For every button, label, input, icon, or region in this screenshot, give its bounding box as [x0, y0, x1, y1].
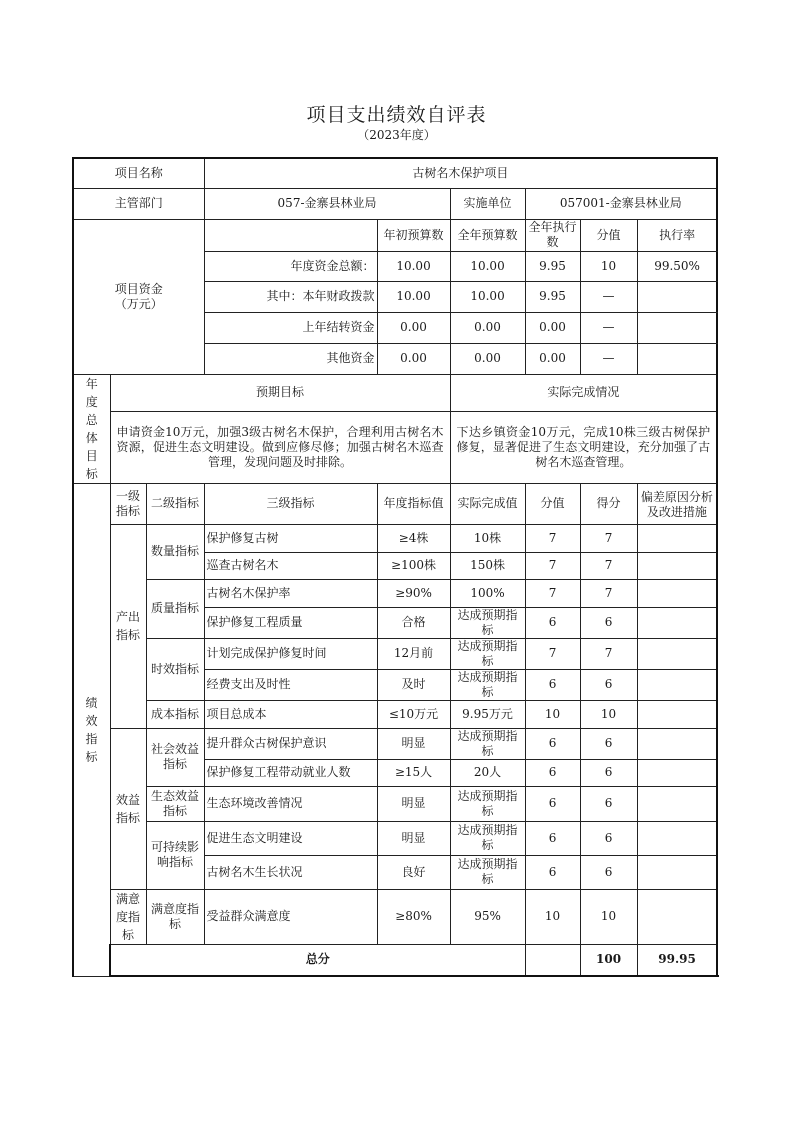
goals-expected-label: 预期目标 [110, 374, 450, 412]
perf-row-l3: 保护修复工程质量 [204, 607, 377, 638]
perf-row-actual: 95% [450, 889, 525, 944]
page-title: 项目支出绩效自评表 [306, 104, 487, 126]
funds-row-annual: 0.00 [450, 312, 525, 343]
perf-row-l3: 保护修复古树 [204, 524, 377, 552]
funds-header-initial: 年初预算数 [377, 219, 450, 251]
perf-row-reason [637, 579, 717, 607]
perf-row-value: 6 [525, 728, 580, 759]
perf-row-target: ≤10万元 [377, 700, 450, 728]
goals-label: 年度总体目标 [73, 374, 110, 483]
perf-l2-cost: 成本指标 [146, 700, 204, 728]
perf-row-target: 明显 [377, 786, 450, 821]
funds-row-annual: 10.00 [450, 251, 525, 281]
perf-row-reason [637, 607, 717, 638]
perf-row-value: 6 [525, 821, 580, 855]
perf-row-value: 6 [525, 759, 580, 786]
perf-l2-sustain: 可持续影响指标 [146, 821, 204, 889]
perf-row-reason [637, 524, 717, 552]
perf-l2-satisfy: 满意度指标 [146, 889, 204, 944]
perf-l2-quantity: 数量指标 [146, 524, 204, 579]
impl-value: 057001-金寨县林业局 [525, 188, 717, 219]
perf-row-actual: 100% [450, 579, 525, 607]
perf-row-actual: 达成预期指标 [450, 728, 525, 759]
perf-header-reason: 偏差原因分析及改进措施 [637, 483, 717, 524]
perf-row-score: 6 [580, 855, 637, 889]
perf-row-target: 合格 [377, 607, 450, 638]
funds-row-value: 10 [580, 251, 637, 281]
funds-row-rate [637, 312, 717, 343]
funds-row-initial: 0.00 [377, 343, 450, 374]
perf-row-score: 6 [580, 786, 637, 821]
goals-expected-text: 申请资金10万元，加强3级古树名木保护，合理利用古树名木资源，促进生态文明建设。做到应修尽修；加强古树名木巡查管理，发现问题及时排除。 [110, 412, 450, 483]
perf-header-target: 年度指标值 [377, 483, 450, 524]
perf-row-target: 明显 [377, 821, 450, 855]
perf-row-value: 6 [525, 607, 580, 638]
perf-l2-quality: 质量指标 [146, 579, 204, 638]
funds-row-exec: 9.95 [525, 251, 580, 281]
perf-row-l3: 项目总成本 [204, 700, 377, 728]
perf-row-target: ≥80% [377, 889, 450, 944]
perf-row-l3: 古树名木生长状况 [204, 855, 377, 889]
perf-row-score: 6 [580, 607, 637, 638]
funds-row-initial: 0.00 [377, 312, 450, 343]
perf-l2-time: 时效指标 [146, 638, 204, 700]
funds-header-value: 分值 [580, 219, 637, 251]
perf-row-value: 6 [525, 855, 580, 889]
perf-row-score: 7 [580, 638, 637, 669]
perf-l1-satisfaction: 满意度指标 [110, 889, 146, 944]
perf-row-value: 10 [525, 700, 580, 728]
perf-row-actual: 150株 [450, 552, 525, 579]
perf-row-target: 及时 [377, 669, 450, 700]
perf-header-actual: 实际完成值 [450, 483, 525, 524]
perf-row-score: 6 [580, 759, 637, 786]
perf-row-value: 7 [525, 552, 580, 579]
perf-l2-eco: 生态效益指标 [146, 786, 204, 821]
perf-header-value: 分值 [525, 483, 580, 524]
perf-row-actual: 达成预期指标 [450, 786, 525, 821]
perf-row-actual: 达成预期指标 [450, 821, 525, 855]
funds-row-exec: 0.00 [525, 343, 580, 374]
perf-row-reason [637, 728, 717, 759]
perf-row-reason [637, 669, 717, 700]
perf-label: 绩效指标 [73, 483, 110, 976]
funds-row-initial: 10.00 [377, 251, 450, 281]
perf-row-l3: 经费支出及时性 [204, 669, 377, 700]
funds-header-blank [204, 219, 377, 251]
impl-label: 实施单位 [450, 188, 525, 219]
perf-row-target: ≥90% [377, 579, 450, 607]
perf-row-actual: 9.95万元 [450, 700, 525, 728]
perf-row-score: 7 [580, 524, 637, 552]
perf-row-l3: 巡查古树名木 [204, 552, 377, 579]
funds-header-exec: 全年执行数 [525, 219, 580, 251]
total-blank [525, 944, 580, 976]
perf-row-target: ≥4株 [377, 524, 450, 552]
funds-row-label: 其中：本年财政拨款 [204, 281, 377, 312]
funds-row-rate [637, 343, 717, 374]
funds-row-label: 上年结转资金 [204, 312, 377, 343]
total-value: 100 [580, 944, 637, 976]
perf-row-l3: 古树名木保护率 [204, 579, 377, 607]
perf-row-actual: 达成预期指标 [450, 855, 525, 889]
perf-row-reason [637, 889, 717, 944]
funds-row-rate: 99.50% [637, 251, 717, 281]
perf-l2-social: 社会效益指标 [146, 728, 204, 786]
perf-row-value: 7 [525, 524, 580, 552]
perf-row-score: 6 [580, 669, 637, 700]
perf-row-reason [637, 855, 717, 889]
perf-row-score: 7 [580, 552, 637, 579]
perf-l1-output: 产出指标 [110, 524, 146, 728]
funds-row-value: — [580, 312, 637, 343]
perf-header-l1: 一级指标 [110, 483, 146, 524]
perf-row-score: 10 [580, 889, 637, 944]
funds-header-annual: 全年预算数 [450, 219, 525, 251]
perf-row-l3: 保护修复工程带动就业人数 [204, 759, 377, 786]
perf-row-actual: 20人 [450, 759, 525, 786]
dept-label: 主管部门 [73, 188, 204, 219]
funds-row-label: 年度资金总额： [204, 251, 377, 281]
perf-row-value: 7 [525, 638, 580, 669]
funds-label: 项目资金（万元） [73, 219, 204, 374]
goals-actual-text: 下达乡镇资金10万元，完成10株三级古树保护修复，显著促进了生态文明建设，充分加强了古树名木巡查管理。 [450, 412, 717, 483]
perf-row-reason [637, 700, 717, 728]
funds-row-exec: 9.95 [525, 281, 580, 312]
perf-row-value: 7 [525, 579, 580, 607]
perf-row-score: 7 [580, 579, 637, 607]
perf-row-reason [637, 552, 717, 579]
report-year: （2023年度） [357, 128, 436, 142]
perf-row-score: 6 [580, 821, 637, 855]
perf-row-target: 12月前 [377, 638, 450, 669]
self-evaluation-table [72, 157, 718, 977]
perf-row-l3: 促进生态文明建设 [204, 821, 377, 855]
perf-row-target: 明显 [377, 728, 450, 759]
perf-row-l3: 受益群众满意度 [204, 889, 377, 944]
perf-row-value: 10 [525, 889, 580, 944]
funds-row-annual: 10.00 [450, 281, 525, 312]
perf-header-l2: 二级指标 [146, 483, 204, 524]
dept-value: 057-金寨县林业局 [204, 188, 450, 219]
perf-row-reason [637, 759, 717, 786]
perf-row-target: 良好 [377, 855, 450, 889]
funds-row-exec: 0.00 [525, 312, 580, 343]
perf-row-l3: 提升群众古树保护意识 [204, 728, 377, 759]
goals-actual-label: 实际完成情况 [450, 374, 717, 412]
perf-row-value: 6 [525, 669, 580, 700]
perf-row-actual: 10株 [450, 524, 525, 552]
project-name-value: 古树名木保护项目 [204, 158, 717, 188]
funds-row-value: — [580, 281, 637, 312]
perf-header-l3: 三级指标 [204, 483, 377, 524]
funds-row-annual: 0.00 [450, 343, 525, 374]
funds-row-label: 其他资金 [204, 343, 377, 374]
perf-row-actual: 达成预期指标 [450, 669, 525, 700]
funds-row-initial: 10.00 [377, 281, 450, 312]
perf-row-target: ≥15人 [377, 759, 450, 786]
funds-header-rate: 执行率 [637, 219, 717, 251]
perf-row-score: 6 [580, 728, 637, 759]
perf-row-l3: 生态环境改善情况 [204, 786, 377, 821]
funds-row-rate [637, 281, 717, 312]
perf-row-target: ≥100株 [377, 552, 450, 579]
perf-row-reason [637, 638, 717, 669]
perf-row-actual: 达成预期指标 [450, 638, 525, 669]
funds-row-value: — [580, 343, 637, 374]
project-name-label: 项目名称 [73, 158, 204, 188]
perf-row-l3: 计划完成保护修复时间 [204, 638, 377, 669]
perf-row-reason [637, 821, 717, 855]
perf-row-reason [637, 786, 717, 821]
total-label: 总分 [110, 944, 525, 976]
perf-row-actual: 达成预期指标 [450, 607, 525, 638]
perf-l1-effect: 效益指标 [110, 728, 146, 889]
perf-header-score: 得分 [580, 483, 637, 524]
perf-row-score: 10 [580, 700, 637, 728]
total-score: 99.95 [637, 944, 717, 976]
perf-row-value: 6 [525, 786, 580, 821]
